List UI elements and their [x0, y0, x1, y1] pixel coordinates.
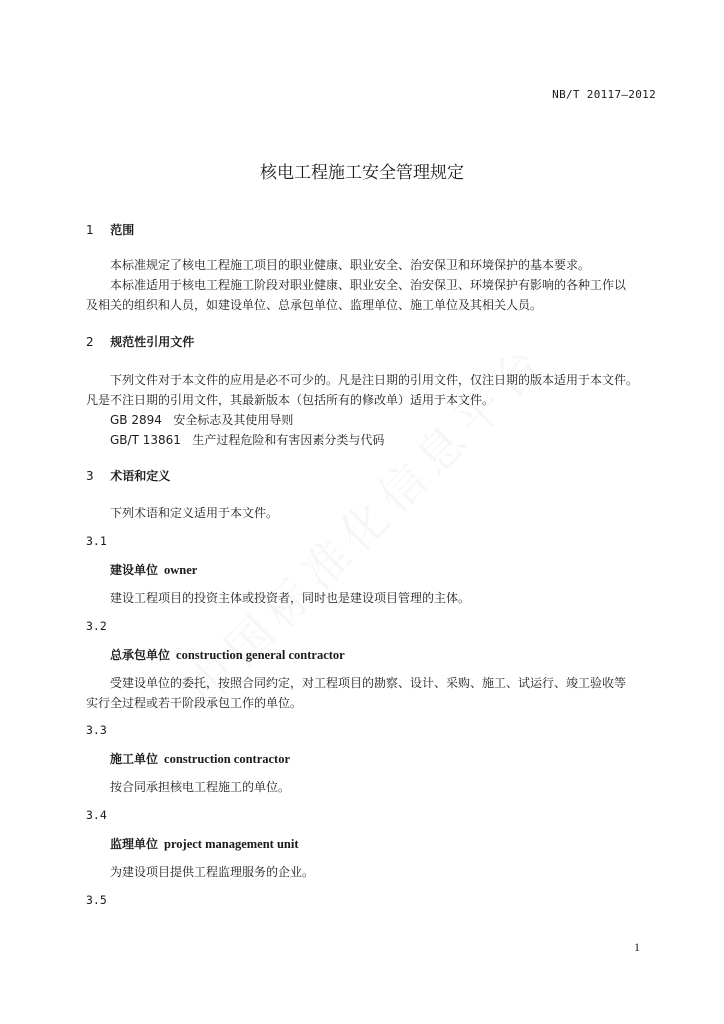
paragraph: 下列文件对于本文件的应用是必不可少的。凡是注日期的引用文件，仅注日期的版本适用于本文件。 — [110, 373, 639, 387]
section-heading-1 — [86, 221, 134, 238]
paragraph: 下列术语和定义适用于本文件。 — [110, 506, 279, 520]
term-cn: 建设单位 — [110, 563, 159, 577]
reference-item: GB/T 13861 生产过程危险和有害因素分类与代码 — [110, 433, 385, 447]
term-cn: 施工单位 — [110, 752, 159, 766]
section-number: 3 — [86, 469, 94, 483]
page-number: 1 — [634, 940, 640, 954]
section-title: 术语和定义 — [110, 469, 171, 483]
term-heading — [110, 835, 299, 852]
paragraph: 及相关的组织和人员，如建设单位、总承包单位、监理单位、施工单位及其相关人员。 — [86, 298, 543, 312]
section-heading-3 — [86, 467, 170, 484]
term-heading — [110, 750, 290, 767]
section-number: 2 — [86, 335, 94, 349]
paragraph: 凡是不注日期的引用文件，其最新版本（包括所有的修改单）适用于本文件。 — [86, 393, 495, 407]
term-en: owner — [164, 563, 198, 577]
term-definition: 实行全过程或若干阶段承包工作的单位。 — [86, 696, 303, 710]
term-en: construction contractor — [164, 752, 291, 766]
term-heading — [110, 561, 197, 578]
term-definition: 按合同承担核电工程施工的单位。 — [110, 780, 291, 794]
term-number: 3.4 — [86, 808, 107, 822]
paragraph: 本标准规定了核电工程施工项目的职业健康、职业安全、治安保卫和环境保护的基本要求。 — [110, 258, 591, 272]
section-number: 1 — [86, 223, 94, 237]
standard-code: NB/T 20117—2012 — [552, 88, 656, 101]
term-definition: 建设工程项目的投资主体或投资者，同时也是建设项目管理的主体。 — [110, 591, 471, 605]
term-definition: 受建设单位的委托，按照合同约定，对工程项目的勘察、设计、采购、施工、试运行、竣工验收等 — [110, 676, 627, 690]
term-heading — [110, 646, 345, 663]
term-cn: 总承包单位 — [110, 648, 171, 662]
paragraph: 本标准适用于核电工程施工阶段对职业健康、职业安全、治安保卫、环境保护有影响的各种工作以 — [110, 278, 627, 292]
section-title: 规范性引用文件 — [110, 335, 195, 349]
term-definition: 为建设项目提供工程监理服务的企业。 — [110, 865, 315, 879]
term-number: 3.3 — [86, 723, 107, 737]
section-title: 范围 — [110, 223, 135, 237]
term-number: 3.5 — [86, 893, 107, 907]
term-en: project management unit — [164, 837, 299, 851]
reference-item: GB 2894 安全标志及其使用导则 — [110, 413, 294, 427]
term-cn: 监理单位 — [110, 837, 159, 851]
term-number: 3.1 — [86, 534, 107, 548]
document-title: 核电工程施工安全管理规定 — [260, 163, 464, 183]
section-heading-2 — [86, 333, 194, 350]
term-en: construction general contractor — [176, 648, 345, 662]
term-number: 3.2 — [86, 619, 107, 633]
